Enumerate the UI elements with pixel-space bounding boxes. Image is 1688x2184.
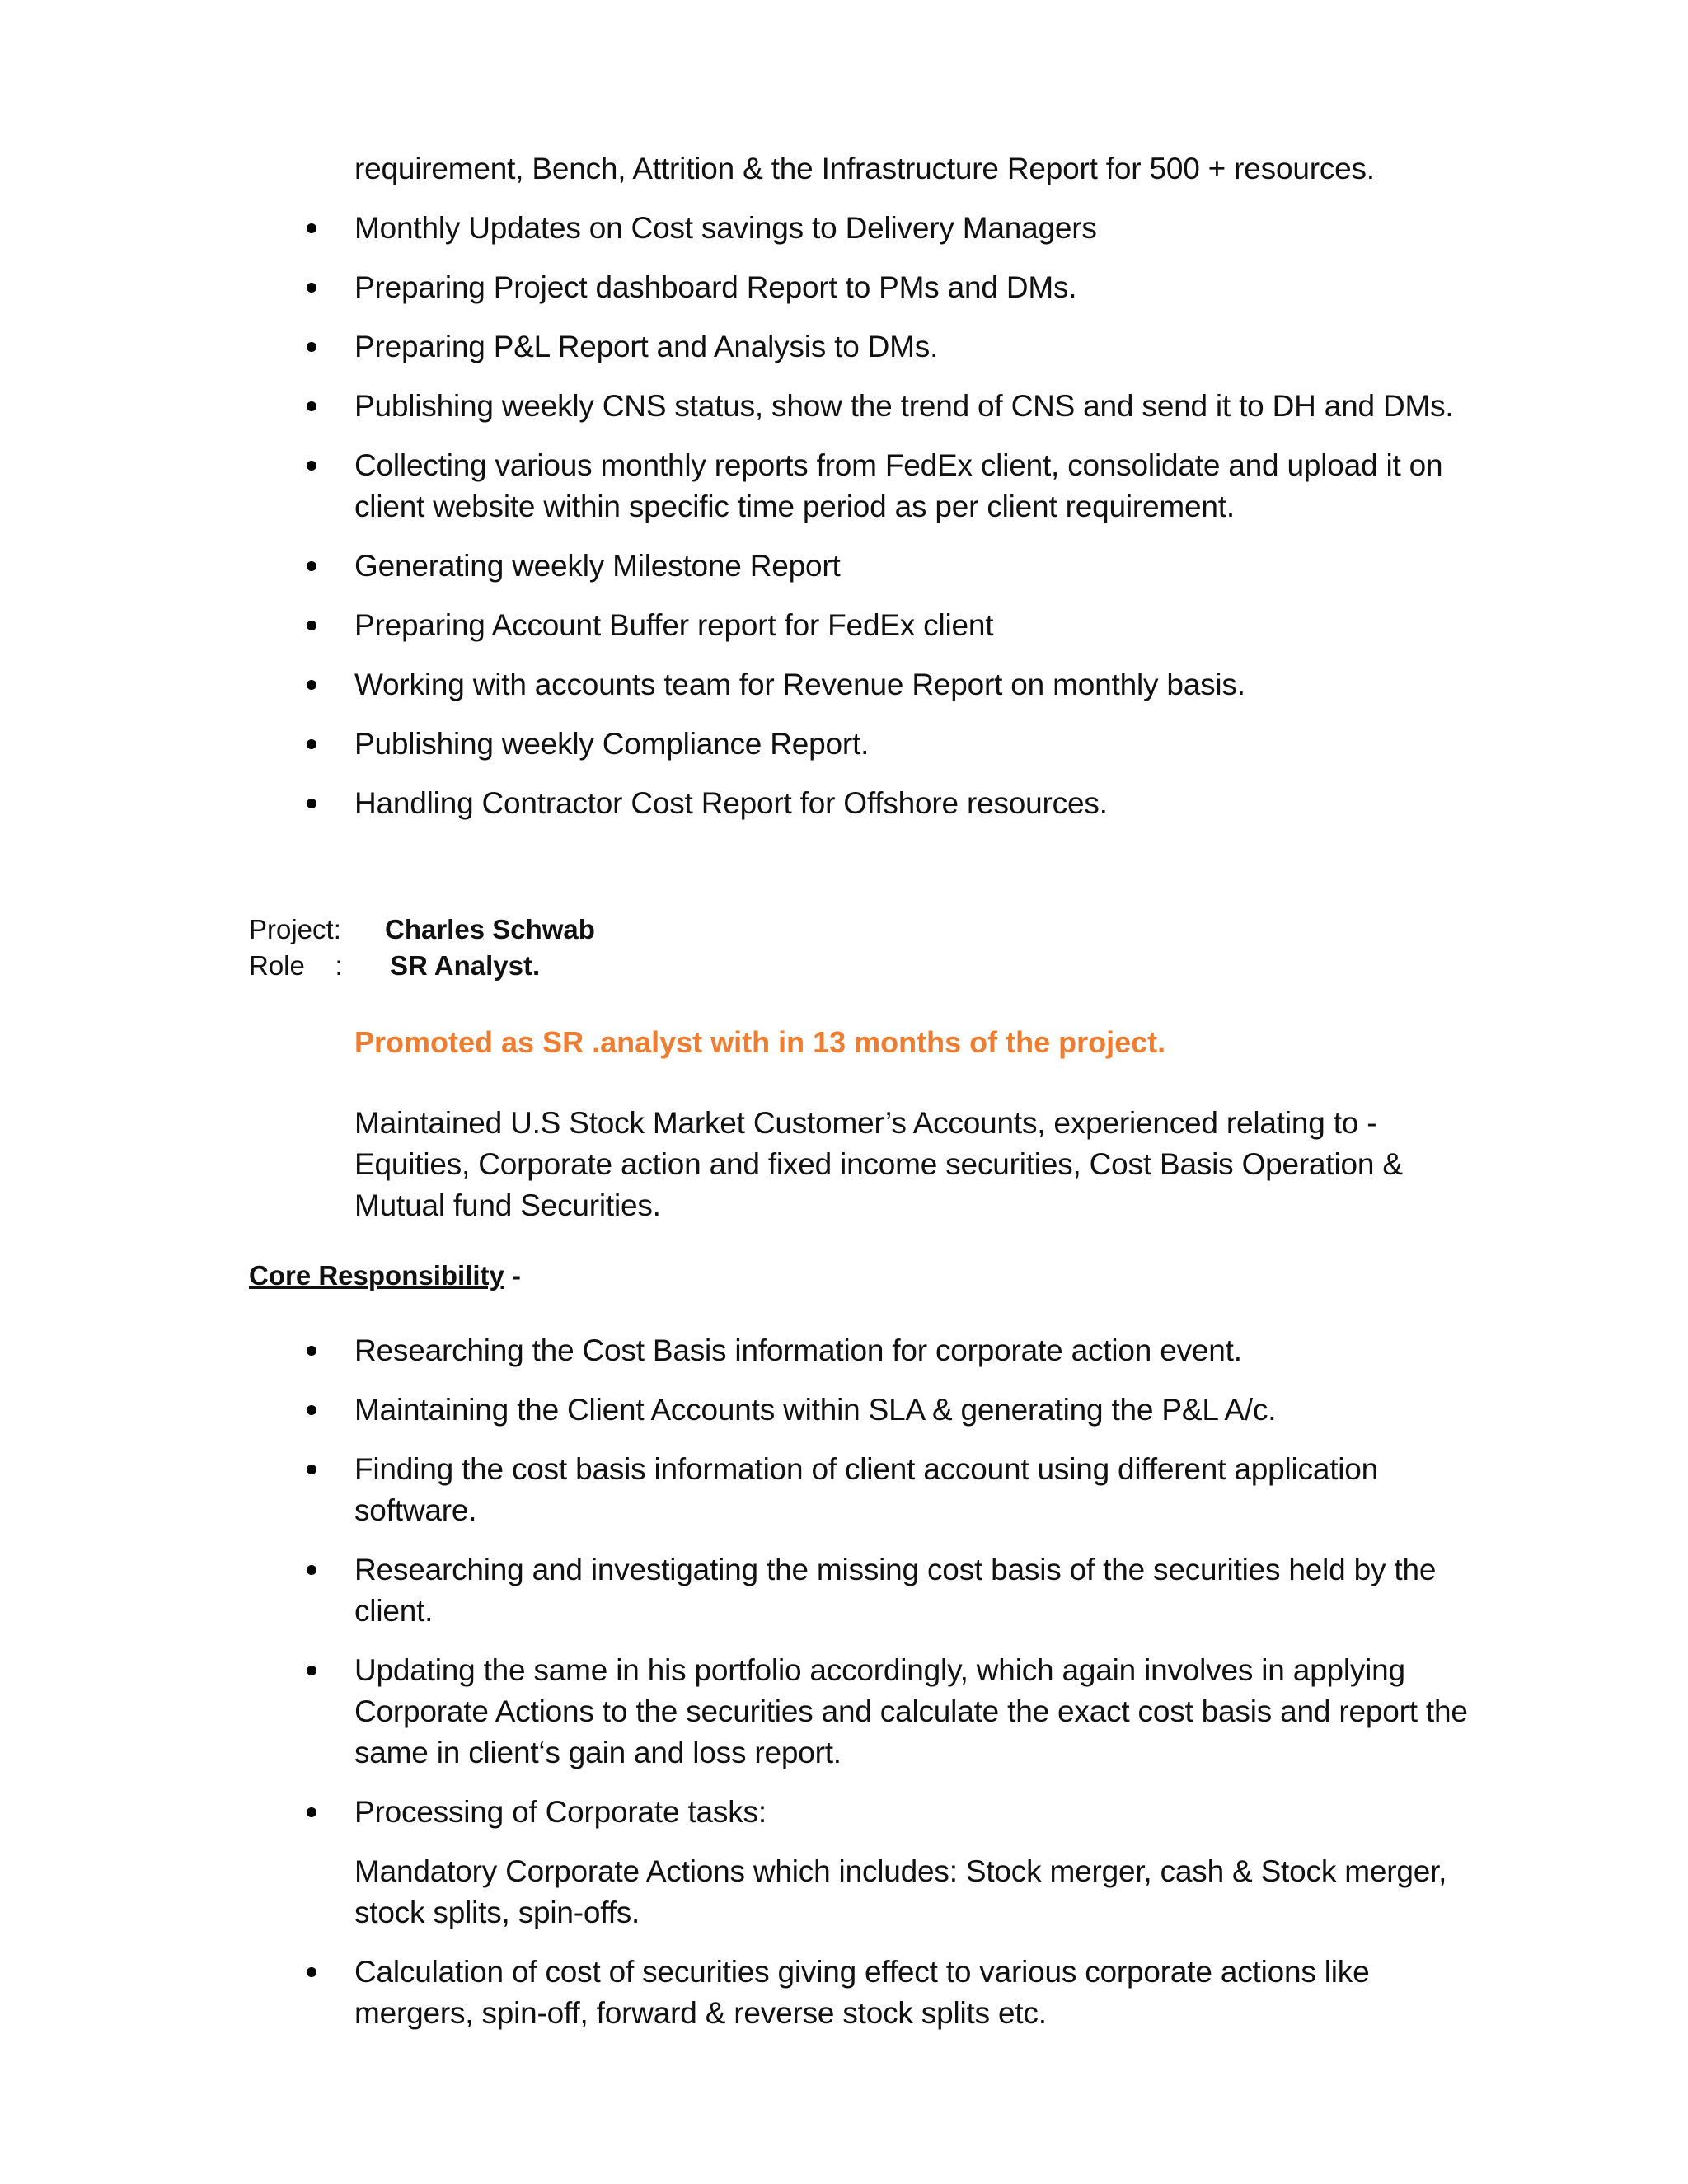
list-item: Updating the same in his portfolio accordingly, which again involves in applying Corporate Actions to the securities and calculate the exact cost basis and report the same in client‘s gain and loss report. [354, 1650, 1492, 1774]
project-row [249, 912, 595, 948]
bullet-icon [307, 342, 316, 352]
project-info [249, 912, 595, 984]
list-item: Monthly Updates on Cost savings to Delivery Managers [354, 208, 1492, 249]
bullet-icon [307, 1405, 316, 1415]
bullet-icon [307, 1807, 316, 1817]
project-summary: Maintained U.S Stock Market Customer’s Accounts, experienced relating to - Equities, Corporate action and fixed income securities, Cost Basis Operation & Mutual fund Securities. [354, 1106, 1403, 1222]
list-item: Maintaining the Client Accounts within SLA & generating the P&L A/c. [354, 1390, 1492, 1431]
core-responsibility-title: Core Responsibility [249, 1260, 504, 1291]
role-row [249, 948, 595, 984]
role-name: SR Analyst. [390, 950, 541, 981]
bullet-icon [307, 223, 316, 233]
list-item: Preparing P&L Report and Analysis to DMs. [354, 326, 1492, 368]
project-label: Project: [249, 914, 341, 944]
project-name: Charles Schwab [385, 914, 595, 944]
list-item: Generating weekly Milestone Report [354, 546, 1492, 587]
list-item: Processing of Corporate tasks: [354, 1792, 1492, 1833]
bullet-icon [307, 1465, 316, 1474]
bullet-icon [307, 401, 316, 411]
list-item: Publishing weekly CNS status, show the trend of CNS and send it to DH and DMs. [354, 386, 1492, 427]
bullet-icon [307, 1565, 316, 1575]
core-responsibility-heading [249, 1258, 521, 1294]
reporting-duties-list [354, 208, 1492, 842]
bullet-icon [307, 283, 316, 293]
list-item: Researching and investigating the missing cost basis of the securities held by the client. [354, 1549, 1492, 1632]
promotion-highlight: Promoted as SR .analyst with in 13 months of the project. [354, 1025, 1166, 1059]
list-item: Handling Contractor Cost Report for Offshore resources. [354, 783, 1492, 824]
list-item: Finding the cost basis information of client account using different application software. [354, 1449, 1492, 1531]
list-item: Researching the Cost Basis information for corporate action event. [354, 1330, 1492, 1371]
list-item: Working with accounts team for Revenue Report on monthly basis. [354, 664, 1492, 705]
bullet-icon [307, 461, 316, 471]
bullet-icon [307, 561, 316, 571]
list-item: Collecting various monthly reports from FedEx client, consolidate and upload it on client website within specific time period as per client requirement. [354, 445, 1492, 527]
bullet-icon [307, 799, 316, 808]
list-item: Preparing Project dashboard Report to PMs and DMs. [354, 267, 1492, 308]
bullet-icon [307, 739, 316, 749]
bullet-icon [307, 680, 316, 690]
core-responsibility-suffix: - [504, 1260, 522, 1291]
corporate-actions-detail: Mandatory Corporate Actions which includes: Stock merger, cash & Stock merger, stock splits, spin-offs. [354, 1854, 1447, 1929]
core-responsibility-list [354, 1330, 1492, 2052]
bullet-icon [307, 1346, 316, 1356]
list-item: Calculation of cost of securities giving effect to various corporate actions like mergers, spin-off, forward & reverse stock splits etc. [354, 1952, 1492, 2034]
list-item: Publishing weekly Compliance Report. [354, 724, 1492, 765]
bullet-icon [307, 1967, 316, 1977]
bullet-icon [307, 1666, 316, 1675]
list-item: Preparing Account Buffer report for FedEx client [354, 605, 1492, 646]
continuation-line: requirement, Bench, Attrition & the Infrastructure Report for 500 + resources. [354, 152, 1375, 185]
role-label: Role : [249, 950, 343, 981]
bullet-icon [307, 621, 316, 630]
